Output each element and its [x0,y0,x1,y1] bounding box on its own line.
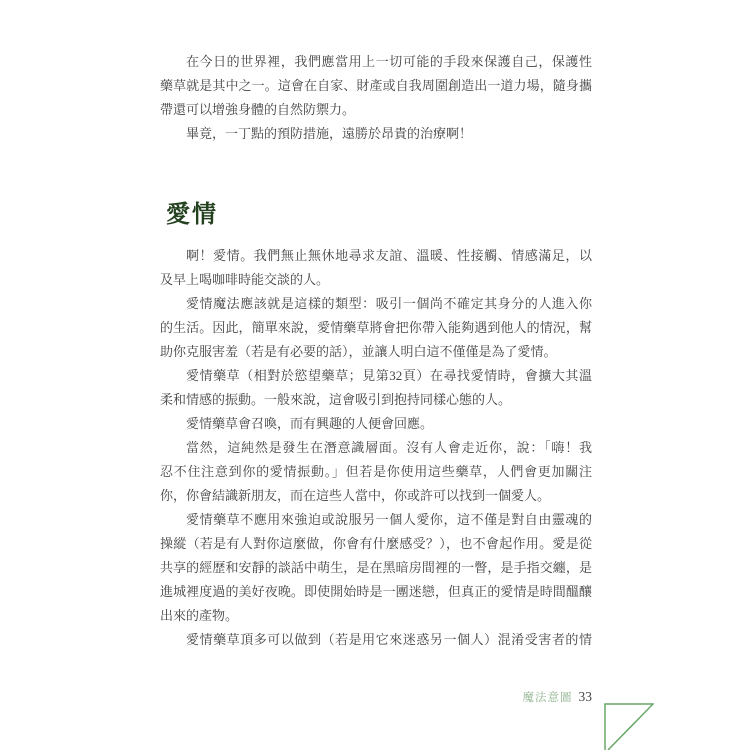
body-line: 帶還可以增強身體的自然防禦力。 [160,102,356,117]
body-line: 的生活。因此，簡單來說，愛情藥草將會把你帶入能夠遇到他人的情況，幫 [160,320,592,335]
body-line: 柔和情感的振動。一般來說，這會吸引到抱持同樣心態的人。 [160,392,512,407]
body-line: 愛情藥草（相對於慾望藥草；見第32頁）在尋找愛情時，會擴大其溫 [186,368,592,383]
body-line: 啊！愛情。我們無止無休地尋求友誼、溫暖、性接觸、情感滿足，以 [186,248,592,263]
body-line: 愛情藥草會召喚，而有興趣的人便會回應。 [186,416,434,431]
footer-book-title: 魔法意圖 [522,692,573,704]
body-line: 助你克服害羞（若是有必要的話），並讓人明白這不僅僅是為了愛情。 [160,344,557,359]
body-line: 進城裡度過的美好夜晚。即使開始時是一團迷戀，但真正的愛情是時間醞釀 [160,584,592,599]
body-line: 當然，這純然是發生在潛意識層面。沒有人會走近你，說：「嗨！我 [186,440,592,455]
body-line: 愛情魔法應該就是這樣的類型：吸引一個尚不確定其身分的人進入你 [186,296,592,311]
body-line: 及早上喝咖啡時能交談的人。 [160,272,330,287]
body-line: 共享的經歷和安靜的談話中萌生，是在黑暗房間裡的一瞥，是手指交纏，是 [160,560,592,575]
body-line: 愛情藥草頂多可以做到（若是用它來迷惑另一個人）混淆受害者的情 [186,632,592,647]
page-content [160,50,592,652]
body-line: 忍不住注意到你的愛情振動。」但若是你使用這些藥草，人們會更加關注 [160,464,592,479]
body-line: 在今日的世界裡，我們應當用上一切可能的手段來保護自己，保護性 [186,54,592,69]
body-line: 愛情藥草不應用來強迫或說服另一個人愛你，這不僅是對自由靈魂的 [186,512,592,527]
body-line: 出來的產物。 [160,608,239,623]
body-line: 畢竟，一丁點的預防措施，遠勝於昂貴的治療啊！ [186,126,473,141]
section-heading-love: 愛情 [166,202,218,228]
page-footer [0,688,592,706]
body-line: 操縱（若是有人對你這麼做，你會有什麼感受？），也不會起作用。愛是從 [160,536,592,551]
body-line: 藥草就是其中之一。這會在自家、財產或自我周圍創造出一道力場，隨身攜 [160,78,592,93]
body-line: 你，你會結識新朋友，而在這些人當中，你或許可以找到一個愛人。 [160,488,551,503]
footer-page-number: 33 [578,689,592,704]
corner-triangle-decoration [604,703,654,750]
